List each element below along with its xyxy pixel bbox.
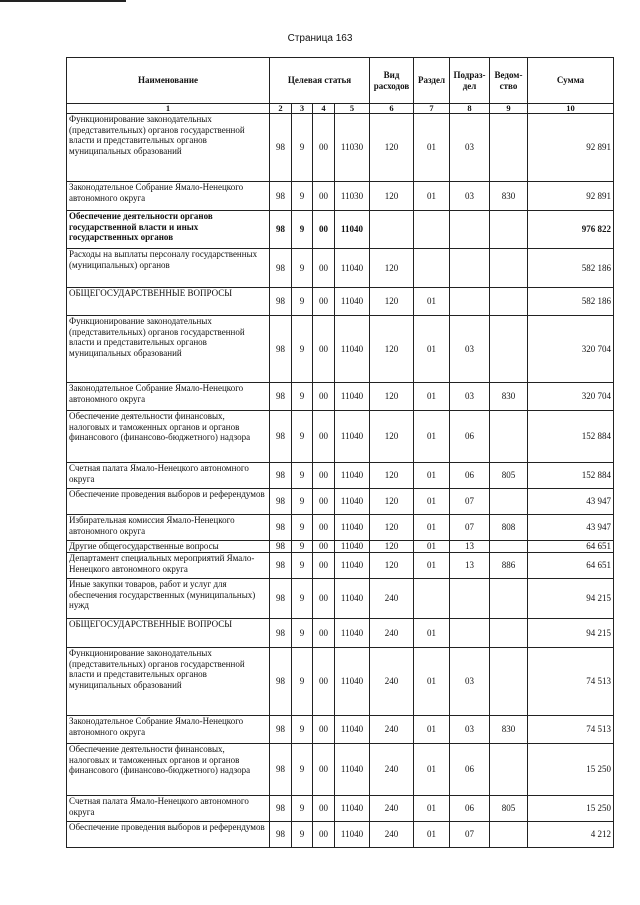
row-dept xyxy=(490,489,528,515)
row-code-b: 9 xyxy=(292,383,313,411)
row-exp-type: 120 xyxy=(370,383,414,411)
row-subsection xyxy=(450,249,490,288)
col-num: 7 xyxy=(414,104,450,114)
row-code-d: 11040 xyxy=(335,619,370,648)
row-code-a: 98 xyxy=(270,579,292,619)
row-name: Законодательное Собрание Ямало-Ненецкого автономного округа xyxy=(67,182,270,211)
row-section: 01 xyxy=(414,411,450,463)
row-subsection: 03 xyxy=(450,114,490,182)
row-exp-type: 120 xyxy=(370,553,414,579)
row-subsection xyxy=(450,211,490,249)
row-dept xyxy=(490,411,528,463)
row-name: Избирательная комиссия Ямало-Ненецкого автономного округа xyxy=(67,515,270,541)
row-code-d: 11040 xyxy=(335,716,370,744)
row-code-d: 11040 xyxy=(335,249,370,288)
row-code-c: 00 xyxy=(313,796,335,822)
row-code-a: 98 xyxy=(270,489,292,515)
row-code-d: 11040 xyxy=(335,515,370,541)
row-section: 01 xyxy=(414,716,450,744)
row-sum: 152 884 xyxy=(528,411,614,463)
row-code-b: 9 xyxy=(292,489,313,515)
row-name: Обеспечение проведения выборов и референдумов xyxy=(67,822,270,848)
row-code-a: 98 xyxy=(270,541,292,553)
row-exp-type: 120 xyxy=(370,182,414,211)
row-dept xyxy=(490,114,528,182)
row-code-d: 11040 xyxy=(335,553,370,579)
row-section: 01 xyxy=(414,796,450,822)
row-dept: 886 xyxy=(490,553,528,579)
row-sum: 582 186 xyxy=(528,288,614,316)
row-section: 01 xyxy=(414,114,450,182)
table-row xyxy=(67,648,614,716)
row-exp-type: 240 xyxy=(370,648,414,716)
row-dept xyxy=(490,316,528,383)
row-code-b: 9 xyxy=(292,463,313,489)
row-sum: 976 822 xyxy=(528,211,614,249)
row-sum: 582 186 xyxy=(528,249,614,288)
table-row xyxy=(67,249,614,288)
row-code-c: 00 xyxy=(313,114,335,182)
row-exp-type: 240 xyxy=(370,796,414,822)
row-code-a: 98 xyxy=(270,114,292,182)
row-code-b: 9 xyxy=(292,822,313,848)
row-code-d: 11040 xyxy=(335,463,370,489)
table-row xyxy=(67,182,614,211)
row-exp-type xyxy=(370,211,414,249)
col-num: 2 xyxy=(270,104,292,114)
row-exp-type: 120 xyxy=(370,288,414,316)
row-code-c: 00 xyxy=(313,716,335,744)
row-dept xyxy=(490,579,528,619)
row-code-b: 9 xyxy=(292,211,313,249)
row-exp-type: 240 xyxy=(370,744,414,796)
row-name: Обеспечение проведения выборов и референдумов xyxy=(67,489,270,515)
row-name: Счетная палата Ямало-Ненецкого автономного округа xyxy=(67,796,270,822)
row-exp-type: 120 xyxy=(370,114,414,182)
row-section: 01 xyxy=(414,182,450,211)
row-name: Функционирование законодательных (представительных) органов государственной власти и представительных органов муниципальных образований xyxy=(67,114,270,182)
col-num: 10 xyxy=(528,104,614,114)
row-code-c: 00 xyxy=(313,579,335,619)
row-code-d: 11030 xyxy=(335,182,370,211)
table-row xyxy=(67,619,614,648)
row-exp-type: 240 xyxy=(370,579,414,619)
row-code-a: 98 xyxy=(270,383,292,411)
row-code-d: 11040 xyxy=(335,579,370,619)
row-section: 01 xyxy=(414,463,450,489)
row-code-a: 98 xyxy=(270,182,292,211)
row-dept xyxy=(490,744,528,796)
row-section: 01 xyxy=(414,515,450,541)
row-code-b: 9 xyxy=(292,249,313,288)
row-code-b: 9 xyxy=(292,288,313,316)
row-code-a: 98 xyxy=(270,288,292,316)
row-sum: 94 215 xyxy=(528,619,614,648)
row-subsection: 06 xyxy=(450,463,490,489)
row-exp-type: 120 xyxy=(370,515,414,541)
row-code-c: 00 xyxy=(313,541,335,553)
row-subsection: 07 xyxy=(450,822,490,848)
row-dept xyxy=(490,648,528,716)
row-code-c: 00 xyxy=(313,463,335,489)
row-code-c: 00 xyxy=(313,822,335,848)
header-sum: Сумма xyxy=(528,58,614,104)
row-subsection: 06 xyxy=(450,744,490,796)
row-name: Законодательное Собрание Ямало-Ненецкого автономного округа xyxy=(67,716,270,744)
row-section xyxy=(414,579,450,619)
row-sum: 43 947 xyxy=(528,489,614,515)
header-section: Раздел xyxy=(414,58,450,104)
row-exp-type: 240 xyxy=(370,822,414,848)
row-code-d: 11040 xyxy=(335,744,370,796)
header-subsection: Подраз-дел xyxy=(450,58,490,104)
row-dept xyxy=(490,541,528,553)
table-row xyxy=(67,822,614,848)
row-code-a: 98 xyxy=(270,316,292,383)
row-code-a: 98 xyxy=(270,249,292,288)
row-sum: 43 947 xyxy=(528,515,614,541)
row-subsection: 13 xyxy=(450,553,490,579)
row-code-b: 9 xyxy=(292,579,313,619)
row-code-d: 11040 xyxy=(335,211,370,249)
row-dept xyxy=(490,249,528,288)
row-code-c: 00 xyxy=(313,515,335,541)
row-name: Расходы на выплаты персоналу государственных (муниципальных) органов xyxy=(67,249,270,288)
row-name: Другие общегосударственные вопросы xyxy=(67,541,270,553)
row-code-d: 11030 xyxy=(335,114,370,182)
row-dept xyxy=(490,211,528,249)
budget-table xyxy=(66,57,614,848)
row-code-c: 00 xyxy=(313,411,335,463)
table-row xyxy=(67,383,614,411)
row-sum: 74 513 xyxy=(528,648,614,716)
row-code-c: 00 xyxy=(313,489,335,515)
row-code-b: 9 xyxy=(292,411,313,463)
row-exp-type: 120 xyxy=(370,411,414,463)
header-target: Целевая статья xyxy=(270,58,370,104)
row-subsection: 03 xyxy=(450,182,490,211)
row-code-a: 98 xyxy=(270,796,292,822)
row-code-a: 98 xyxy=(270,515,292,541)
row-dept: 805 xyxy=(490,463,528,489)
row-code-a: 98 xyxy=(270,744,292,796)
row-exp-type: 240 xyxy=(370,619,414,648)
row-dept: 830 xyxy=(490,716,528,744)
row-code-a: 98 xyxy=(270,716,292,744)
row-sum: 15 250 xyxy=(528,744,614,796)
row-section: 01 xyxy=(414,316,450,383)
row-subsection: 06 xyxy=(450,796,490,822)
row-code-a: 98 xyxy=(270,619,292,648)
col-num: 5 xyxy=(335,104,370,114)
row-dept xyxy=(490,822,528,848)
row-sum: 152 884 xyxy=(528,463,614,489)
row-code-d: 11040 xyxy=(335,541,370,553)
row-sum: 4 212 xyxy=(528,822,614,848)
table-body xyxy=(67,114,614,848)
row-subsection: 03 xyxy=(450,383,490,411)
row-name: Счетная палата Ямало-Ненецкого автономного округа xyxy=(67,463,270,489)
row-code-a: 98 xyxy=(270,553,292,579)
row-code-b: 9 xyxy=(292,619,313,648)
row-sum: 94 215 xyxy=(528,579,614,619)
row-sum: 64 651 xyxy=(528,541,614,553)
row-section: 01 xyxy=(414,383,450,411)
row-code-b: 9 xyxy=(292,182,313,211)
row-exp-type: 120 xyxy=(370,463,414,489)
row-section: 01 xyxy=(414,822,450,848)
table-header-row xyxy=(67,58,614,104)
row-code-d: 11040 xyxy=(335,648,370,716)
row-dept: 830 xyxy=(490,383,528,411)
row-section: 01 xyxy=(414,619,450,648)
row-name: Департамент специальных мероприятий Ямало-Ненецкого автономного округа xyxy=(67,553,270,579)
row-code-d: 11040 xyxy=(335,411,370,463)
row-section xyxy=(414,211,450,249)
table-row xyxy=(67,316,614,383)
row-code-c: 00 xyxy=(313,288,335,316)
row-section: 01 xyxy=(414,541,450,553)
row-name: Функционирование законодательных (представительных) органов государственной власти и представительных органов муниципальных образований xyxy=(67,648,270,716)
row-code-b: 9 xyxy=(292,553,313,579)
row-section: 01 xyxy=(414,648,450,716)
table-row xyxy=(67,515,614,541)
row-sum: 74 513 xyxy=(528,716,614,744)
row-code-b: 9 xyxy=(292,716,313,744)
row-code-d: 11040 xyxy=(335,316,370,383)
row-exp-type: 120 xyxy=(370,489,414,515)
row-code-b: 9 xyxy=(292,541,313,553)
row-subsection: 07 xyxy=(450,515,490,541)
col-num: 3 xyxy=(292,104,313,114)
row-section: 01 xyxy=(414,553,450,579)
table-row xyxy=(67,411,614,463)
row-section: 01 xyxy=(414,744,450,796)
row-sum: 64 651 xyxy=(528,553,614,579)
row-subsection: 03 xyxy=(450,316,490,383)
table-row xyxy=(67,211,614,249)
table-row xyxy=(67,796,614,822)
row-exp-type: 120 xyxy=(370,541,414,553)
table-row xyxy=(67,579,614,619)
row-code-c: 00 xyxy=(313,553,335,579)
row-subsection: 07 xyxy=(450,489,490,515)
row-code-d: 11040 xyxy=(335,288,370,316)
row-sum: 92 891 xyxy=(528,182,614,211)
row-code-b: 9 xyxy=(292,316,313,383)
row-code-c: 00 xyxy=(313,744,335,796)
table-row xyxy=(67,489,614,515)
row-sum: 15 250 xyxy=(528,796,614,822)
page-number: Страница 163 xyxy=(287,33,353,44)
row-name: ОБЩЕГОСУДАРСТВЕННЫЕ ВОПРОСЫ xyxy=(67,619,270,648)
row-code-b: 9 xyxy=(292,744,313,796)
row-sum: 92 891 xyxy=(528,114,614,182)
row-dept xyxy=(490,288,528,316)
row-dept: 830 xyxy=(490,182,528,211)
row-subsection xyxy=(450,579,490,619)
row-code-d: 11040 xyxy=(335,383,370,411)
row-code-c: 00 xyxy=(313,619,335,648)
table-row xyxy=(67,463,614,489)
row-code-d: 11040 xyxy=(335,822,370,848)
row-section xyxy=(414,249,450,288)
row-section: 01 xyxy=(414,288,450,316)
top-rule xyxy=(0,0,126,2)
row-dept xyxy=(490,619,528,648)
row-exp-type: 120 xyxy=(370,249,414,288)
col-num: 4 xyxy=(313,104,335,114)
table-row xyxy=(67,744,614,796)
row-subsection: 03 xyxy=(450,716,490,744)
header-dept: Ведом-ство xyxy=(490,58,528,104)
header-exp-type: Вид расходов xyxy=(370,58,414,104)
row-code-d: 11040 xyxy=(335,796,370,822)
header-name: Наименование xyxy=(67,58,270,104)
row-exp-type: 120 xyxy=(370,316,414,383)
row-name: Функционирование законодательных (представительных) органов государственной власти и представительных органов муниципальных образований xyxy=(67,316,270,383)
table-row xyxy=(67,553,614,579)
row-code-a: 98 xyxy=(270,411,292,463)
row-name: Законодательное Собрание Ямало-Ненецкого автономного округа xyxy=(67,383,270,411)
row-name: Обеспечение деятельности финансовых, налоговых и таможенных органов и органов финансового (финансово-бюджетного) надзора xyxy=(67,411,270,463)
row-code-b: 9 xyxy=(292,515,313,541)
row-code-b: 9 xyxy=(292,796,313,822)
row-subsection xyxy=(450,288,490,316)
row-subsection xyxy=(450,619,490,648)
col-num: 9 xyxy=(490,104,528,114)
row-code-a: 98 xyxy=(270,822,292,848)
column-number-row xyxy=(67,104,614,114)
row-code-c: 00 xyxy=(313,211,335,249)
row-sum: 320 704 xyxy=(528,383,614,411)
table-row xyxy=(67,114,614,182)
col-num: 1 xyxy=(67,104,270,114)
row-code-c: 00 xyxy=(313,648,335,716)
row-subsection: 06 xyxy=(450,411,490,463)
row-code-a: 98 xyxy=(270,463,292,489)
row-code-d: 11040 xyxy=(335,489,370,515)
table-row xyxy=(67,288,614,316)
row-dept: 805 xyxy=(490,796,528,822)
row-code-a: 98 xyxy=(270,211,292,249)
table-row xyxy=(67,541,614,553)
row-section: 01 xyxy=(414,489,450,515)
row-name: ОБЩЕГОСУДАРСТВЕННЫЕ ВОПРОСЫ xyxy=(67,288,270,316)
row-subsection: 03 xyxy=(450,648,490,716)
row-code-b: 9 xyxy=(292,114,313,182)
row-dept: 808 xyxy=(490,515,528,541)
row-code-a: 98 xyxy=(270,648,292,716)
row-code-b: 9 xyxy=(292,648,313,716)
row-name: Обеспечение деятельности органов государственной власти и иных государственных органов xyxy=(67,211,270,249)
col-num: 6 xyxy=(370,104,414,114)
row-code-c: 00 xyxy=(313,182,335,211)
row-code-c: 00 xyxy=(313,249,335,288)
row-name: Обеспечение деятельности финансовых, налоговых и таможенных органов и органов финансового (финансово-бюджетного) надзора xyxy=(67,744,270,796)
row-sum: 320 704 xyxy=(528,316,614,383)
row-name: Иные закупки товаров, работ и услуг для обеспечения государственных (муниципальных) нужд xyxy=(67,579,270,619)
row-code-c: 00 xyxy=(313,383,335,411)
row-exp-type: 240 xyxy=(370,716,414,744)
row-subsection: 13 xyxy=(450,541,490,553)
row-code-c: 00 xyxy=(313,316,335,383)
col-num: 8 xyxy=(450,104,490,114)
table-row xyxy=(67,716,614,744)
